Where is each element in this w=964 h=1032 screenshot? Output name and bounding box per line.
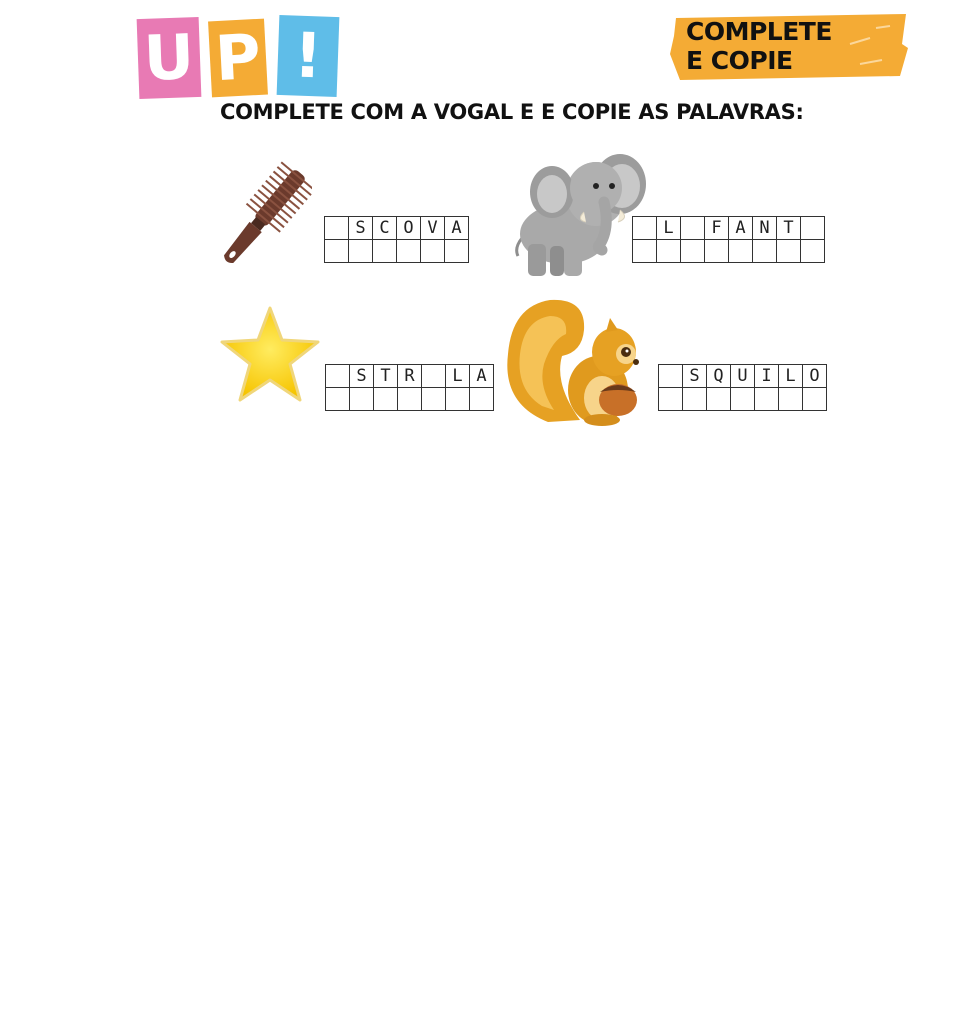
copy-box[interactable]	[326, 388, 350, 411]
letter-box: L	[657, 217, 681, 240]
letter-row	[659, 365, 827, 388]
copy-box[interactable]	[705, 240, 729, 263]
letter-box-blank[interactable]	[659, 365, 683, 388]
letter-box: A	[729, 217, 753, 240]
copy-box[interactable]	[445, 240, 469, 263]
letter-box-blank[interactable]	[681, 217, 705, 240]
letter-box-blank[interactable]	[633, 217, 657, 240]
squirrel-picture	[502, 294, 648, 430]
letter-box: I	[755, 365, 779, 388]
copy-box[interactable]	[707, 388, 731, 411]
word-grid-star	[325, 364, 494, 411]
logo-tile-p	[208, 19, 268, 98]
word-grid-brush	[324, 216, 469, 263]
banner-line-1: COMPLETE	[686, 17, 832, 46]
word-grid-squirrel	[658, 364, 827, 411]
letter-box: U	[731, 365, 755, 388]
letter-row	[326, 365, 494, 388]
letter-box: T	[777, 217, 801, 240]
logo-letter-exclamation: !	[292, 18, 324, 93]
banner-line-2: E COPIE	[686, 46, 793, 75]
letter-box-blank[interactable]	[326, 365, 350, 388]
letter-box-blank[interactable]	[422, 365, 446, 388]
copy-box[interactable]	[729, 240, 753, 263]
letter-box-blank[interactable]	[325, 217, 349, 240]
copy-box[interactable]	[801, 240, 825, 263]
letter-box: R	[398, 365, 422, 388]
letter-box: V	[421, 217, 445, 240]
letter-box: S	[350, 365, 374, 388]
copy-box[interactable]	[779, 388, 803, 411]
word-grid-elephant	[632, 216, 825, 263]
star-picture	[218, 304, 322, 406]
letter-box: Q	[707, 365, 731, 388]
copy-box[interactable]	[398, 388, 422, 411]
logo-tile-exclamation	[277, 15, 340, 97]
copy-row	[633, 240, 825, 263]
copy-box[interactable]	[325, 240, 349, 263]
letter-box: O	[803, 365, 827, 388]
letter-box: L	[446, 365, 470, 388]
copy-box[interactable]	[753, 240, 777, 263]
copy-row	[326, 388, 494, 411]
copy-box[interactable]	[777, 240, 801, 263]
logo-letter-p: P	[213, 19, 263, 96]
logo-letter-u: U	[142, 20, 196, 95]
copy-box[interactable]	[755, 388, 779, 411]
copy-box[interactable]	[397, 240, 421, 263]
copy-box[interactable]	[681, 240, 705, 263]
elephant-picture	[506, 148, 648, 280]
up-logo	[138, 14, 342, 100]
logo-tile-u	[137, 17, 202, 99]
copy-box[interactable]	[803, 388, 827, 411]
copy-box[interactable]	[373, 240, 397, 263]
copy-box[interactable]	[422, 388, 446, 411]
letter-box: S	[683, 365, 707, 388]
letter-box: O	[397, 217, 421, 240]
copy-box[interactable]	[633, 240, 657, 263]
complete-copie-banner	[670, 14, 910, 80]
instruction-text: COMPLETE COM A VOGAL E E COPIE AS PALAVRAS:	[220, 100, 804, 124]
copy-box[interactable]	[470, 388, 494, 411]
copy-box[interactable]	[349, 240, 373, 263]
letter-box: A	[445, 217, 469, 240]
copy-box[interactable]	[659, 388, 683, 411]
copy-box[interactable]	[350, 388, 374, 411]
copy-row	[659, 388, 827, 411]
copy-box[interactable]	[731, 388, 755, 411]
copy-box[interactable]	[374, 388, 398, 411]
letter-box: L	[779, 365, 803, 388]
letter-box-blank[interactable]	[801, 217, 825, 240]
letter-box: F	[705, 217, 729, 240]
copy-row	[325, 240, 469, 263]
copy-box[interactable]	[446, 388, 470, 411]
letter-row	[325, 217, 469, 240]
brush-picture	[216, 156, 312, 278]
letter-box: A	[470, 365, 494, 388]
letter-row	[633, 217, 825, 240]
letter-box: S	[349, 217, 373, 240]
copy-box[interactable]	[421, 240, 445, 263]
copy-box[interactable]	[657, 240, 681, 263]
copy-box[interactable]	[683, 388, 707, 411]
banner-text	[686, 17, 832, 75]
letter-box: C	[373, 217, 397, 240]
letter-box: T	[374, 365, 398, 388]
letter-box: N	[753, 217, 777, 240]
